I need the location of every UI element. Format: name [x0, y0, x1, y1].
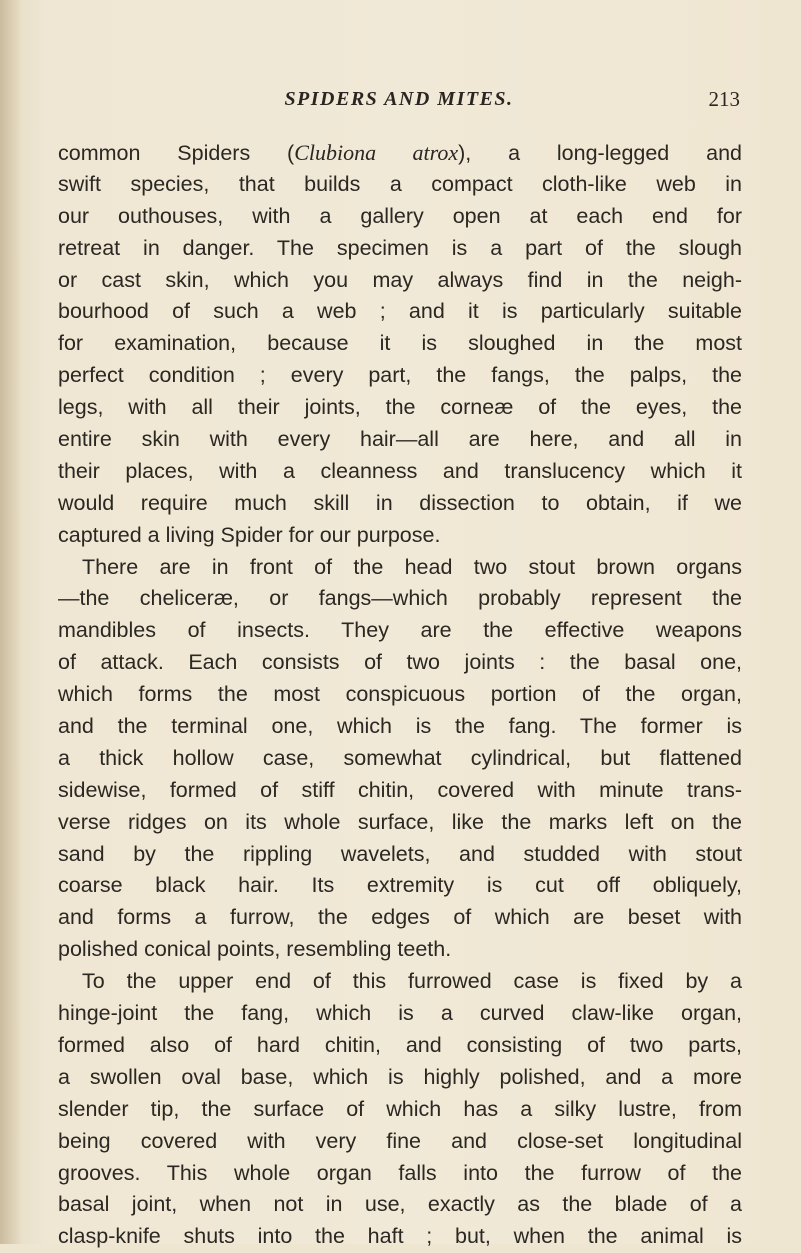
text-line-content: captured a living Spider for our purpose. [58, 522, 441, 547]
text-line [58, 1221, 742, 1253]
text-line [58, 839, 742, 871]
text-line-content: polished conical points, resembling teeth. [58, 937, 452, 962]
text-line-content: clasp-knife shuts into the haft ; but, when the animal is [58, 1224, 742, 1249]
text-line [58, 424, 742, 456]
text-line-content: coarse black hair. Its extremity is cut off obliquely, [58, 873, 742, 898]
page-gutter [0, 0, 22, 1244]
text-line [58, 1158, 742, 1190]
text-line [58, 679, 742, 711]
text-line [58, 998, 742, 1030]
text-line-content: bourhood of such a web ; and it is particularly suitable [58, 299, 742, 324]
page-header [58, 78, 740, 118]
text-line-content: To the upper end of this furrowed case is fixed by a [82, 969, 742, 994]
text-line [58, 137, 742, 169]
text-line [58, 743, 742, 775]
text-line [58, 520, 742, 552]
text-line-content: There are in front of the head two stout brown organs [82, 554, 742, 579]
text-line-content: —the cheliceræ, or fangs—which probably represent the [58, 586, 742, 611]
text-line [58, 966, 742, 998]
page-number: 213 [708, 87, 740, 111]
text-line [58, 328, 742, 360]
text-line [58, 615, 742, 647]
text-line-content: retreat in danger. The specimen is a part of the slough [58, 235, 742, 260]
text-line-content: mandibles of insects. They are the effective weapons [58, 618, 742, 643]
text-line [58, 488, 742, 520]
text-line-content: a thick hollow case, somewhat cylindrical, but flattened [58, 745, 742, 770]
text-line-content: common Spiders ( [58, 141, 295, 165]
text-line [58, 870, 742, 902]
text-line [58, 711, 742, 743]
text-line [58, 775, 742, 807]
body-text [58, 137, 742, 1253]
text-line-content: formed also of hard chitin, and consisting of two parts, [58, 1032, 742, 1057]
text-line-content: for examination, because it is sloughed in the most [58, 331, 742, 356]
text-line [58, 456, 742, 488]
text-line-content: would require much skill in dissection to obtain, if we [58, 490, 742, 515]
text-line [58, 1126, 742, 1158]
text-line-content: hinge-joint the fang, which is a curved claw-like organ, [58, 1001, 742, 1026]
text-line [58, 1189, 742, 1221]
text-line [58, 1094, 742, 1126]
text-line-content: and forms a furrow, the edges of which are beset with [58, 905, 742, 930]
text-line-content: or cast skin, which you may always find in the neigh- [58, 267, 742, 292]
text-line [58, 201, 742, 233]
text-line-content: their places, with a cleanness and translucency which it [58, 458, 742, 483]
text-line-content: grooves. This whole organ falls into the furrow of the [58, 1160, 742, 1185]
text-line [58, 583, 742, 615]
running-title: SPIDERS AND MITES. [284, 88, 514, 110]
text-line-content: legs, with all their joints, the corneæ of the eyes, the [58, 395, 742, 420]
text-line [58, 552, 742, 584]
text-line [58, 233, 742, 265]
text-line [58, 1062, 742, 1094]
text-line-content: slender tip, the surface of which has a silky lustre, from [58, 1096, 742, 1121]
text-line [58, 360, 742, 392]
text-line [58, 934, 742, 966]
text-line [58, 807, 742, 839]
text-line-content: perfect condition ; every part, the fangs, the palps, the [58, 363, 742, 388]
text-line [58, 169, 742, 201]
text-line-content: swift species, that builds a compact cloth-like web in [58, 171, 742, 196]
text-line [58, 1030, 742, 1062]
species-name: Clubiona atrox [294, 140, 459, 165]
text-line-content: of attack. Each consists of two joints : the basal one, [58, 650, 742, 675]
text-line-content: sand by the rippling wavelets, and studded with stout [58, 841, 742, 866]
text-line [58, 647, 742, 679]
text-line-content: and the terminal one, which is the fang. The former is [58, 714, 742, 739]
text-line-content: which forms the most conspicuous portion of the organ, [58, 682, 742, 707]
text-line [58, 392, 742, 424]
text-line-content: entire skin with every hair—all are here, and all in [58, 427, 742, 452]
text-line-content: verse ridges on its whole surface, like the marks left on the [58, 809, 742, 834]
text-line-content: being covered with very fine and close-set longitudinal [58, 1128, 742, 1153]
text-line-content: sidewise, formed of stiff chitin, covered with minute trans- [58, 777, 742, 802]
text-line [58, 902, 742, 934]
text-line-content: our outhouses, with a gallery open at each end for [58, 203, 742, 228]
text-line-content: a swollen oval base, which is highly polished, and a more [58, 1064, 742, 1089]
text-line-tail: ), a long-legged and [458, 141, 742, 165]
text-line [58, 296, 742, 328]
text-line-content: basal joint, when not in use, exactly as the blade of a [58, 1192, 742, 1217]
text-line [58, 265, 742, 297]
